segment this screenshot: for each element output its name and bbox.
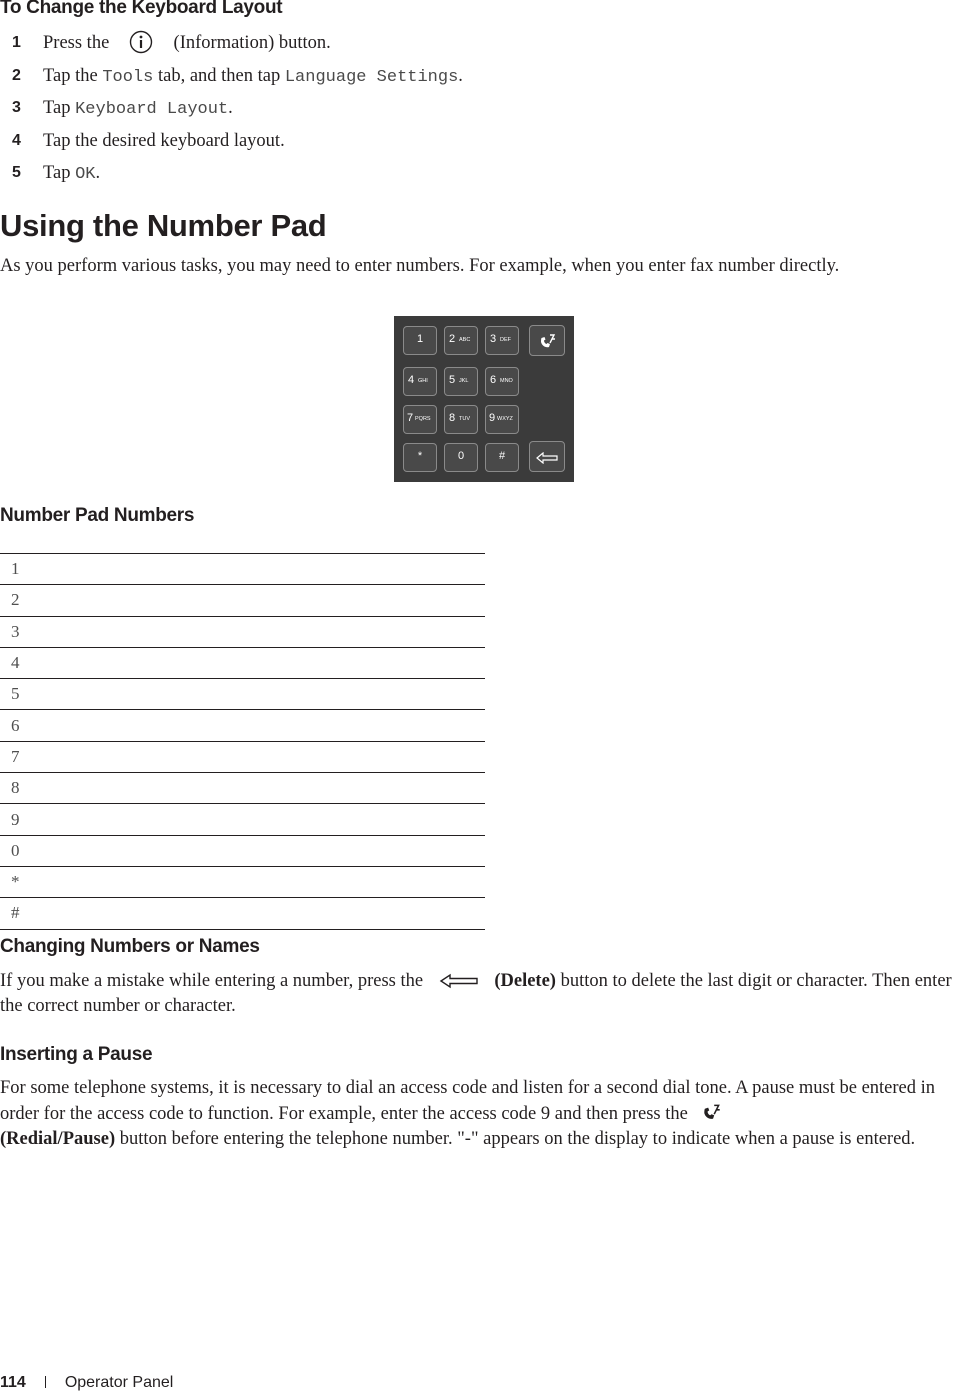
step-text: . [458,65,463,86]
redial-pause-icon [692,1101,732,1123]
table-title: Number Pad Numbers [0,505,195,526]
table-cell: 6 [0,710,485,741]
table-cell: 8 [0,773,485,804]
page-number: 114 [0,1374,26,1391]
step-text: Press the [43,33,110,53]
key-9: 9 WXYZ [485,405,519,434]
table-cell: 5 [0,679,485,710]
key-1: 1 [403,326,437,355]
table-row [0,585,485,616]
footer-divider [45,1376,46,1388]
section-intro: As you perform various tasks, you may need to enter numbers. For example, when you enter fax number directly. [0,256,840,276]
delete-arrow-icon [536,451,558,469]
table-row [0,773,485,804]
step-text: Tap the desired keyboard layout. [43,130,285,151]
redial-pause-button-label: (Redial/Pause) [0,1129,116,1149]
step-number: 5 [12,164,21,181]
delete-button-label: (Delete) [494,971,556,991]
key-7: 7 PQRS [403,405,437,434]
table-row [0,835,485,866]
step-text: . [95,163,101,183]
information-icon [114,30,169,54]
key-6: 6 MNO [485,367,519,396]
table-row [0,616,485,647]
page-footer [0,1374,173,1392]
key-0: 0 [444,443,478,472]
key-5: 5 JKL [444,367,478,396]
table-cell: 1 [0,554,485,585]
step-text: (Information) button. [173,33,331,53]
key-4: 4 GHI [403,367,437,396]
table-cell: 0 [0,835,485,866]
table-row [0,741,485,772]
table-row [0,647,485,678]
ui-label-tools: Tools [102,67,154,87]
paragraph-text: button before entering the telephone number. "-" appears on the display to indicate when a pause is entered. [119,1129,916,1149]
step-number: 4 [12,131,21,149]
key-star: * [403,443,437,472]
table-cell: 7 [0,741,485,772]
table-row [0,804,485,835]
table-row [0,554,485,585]
table-cell: 3 [0,616,485,647]
table-cell: 2 [0,585,485,616]
paragraph-text: If you make a mistake while entering a number, press the [0,971,424,991]
subsection-title-changing: Changing Numbers or Names [0,936,260,957]
step-number: 2 [12,66,21,84]
table-row [0,710,485,741]
step-text: Tap [43,98,71,118]
step-text: Tap the [43,65,98,86]
delete-arrow-icon [428,972,490,990]
number-pad-illustration [394,316,574,482]
paragraph-text: button to delete the last digit or character. Then enter the correct number or character. [0,971,952,1016]
number-pad-numbers-table [0,553,485,930]
delete-key [529,441,565,472]
step-number: 3 [12,99,21,116]
table-cell: 4 [0,647,485,678]
step-text: tab, and then tap [157,65,281,86]
subsection-title-pause: Inserting a Pause [0,1044,153,1065]
ui-label-ok: OK [75,165,96,184]
step-text: Tap [43,163,71,183]
ui-label-language-settings: Language Settings [284,67,459,87]
redial-pause-icon [538,331,558,356]
footer-section: Operator Panel [64,1374,174,1391]
changing-paragraph [0,969,965,1019]
table-cell: 9 [0,804,485,835]
pause-paragraph [0,1076,965,1152]
table-row [0,679,485,710]
key-3: 3 DEF [485,326,519,355]
table-row [0,898,485,929]
key-8: 8 TUV [444,405,478,434]
paragraph-text: For some telephone systems, it is necessary to dial an access code and listen for a second dial tone. A pause must be entered in order for the access code to function. For example, enter the access code 9 and then press the [0,1078,936,1124]
section-title: Using the Number Pad [0,208,327,243]
table-cell: * [0,866,485,897]
key-hash: # [485,443,519,472]
step-text: . [228,98,233,118]
ui-label-keyboard-layout: Keyboard Layout [75,100,229,119]
table-cell: # [0,898,485,929]
redial-pause-key [529,325,565,356]
step-number: 1 [12,34,21,51]
key-2: 2 ABC [444,326,478,355]
subsection-title-keyboard-layout: To Change the Keyboard Layout [0,0,283,18]
table-row [0,866,485,897]
